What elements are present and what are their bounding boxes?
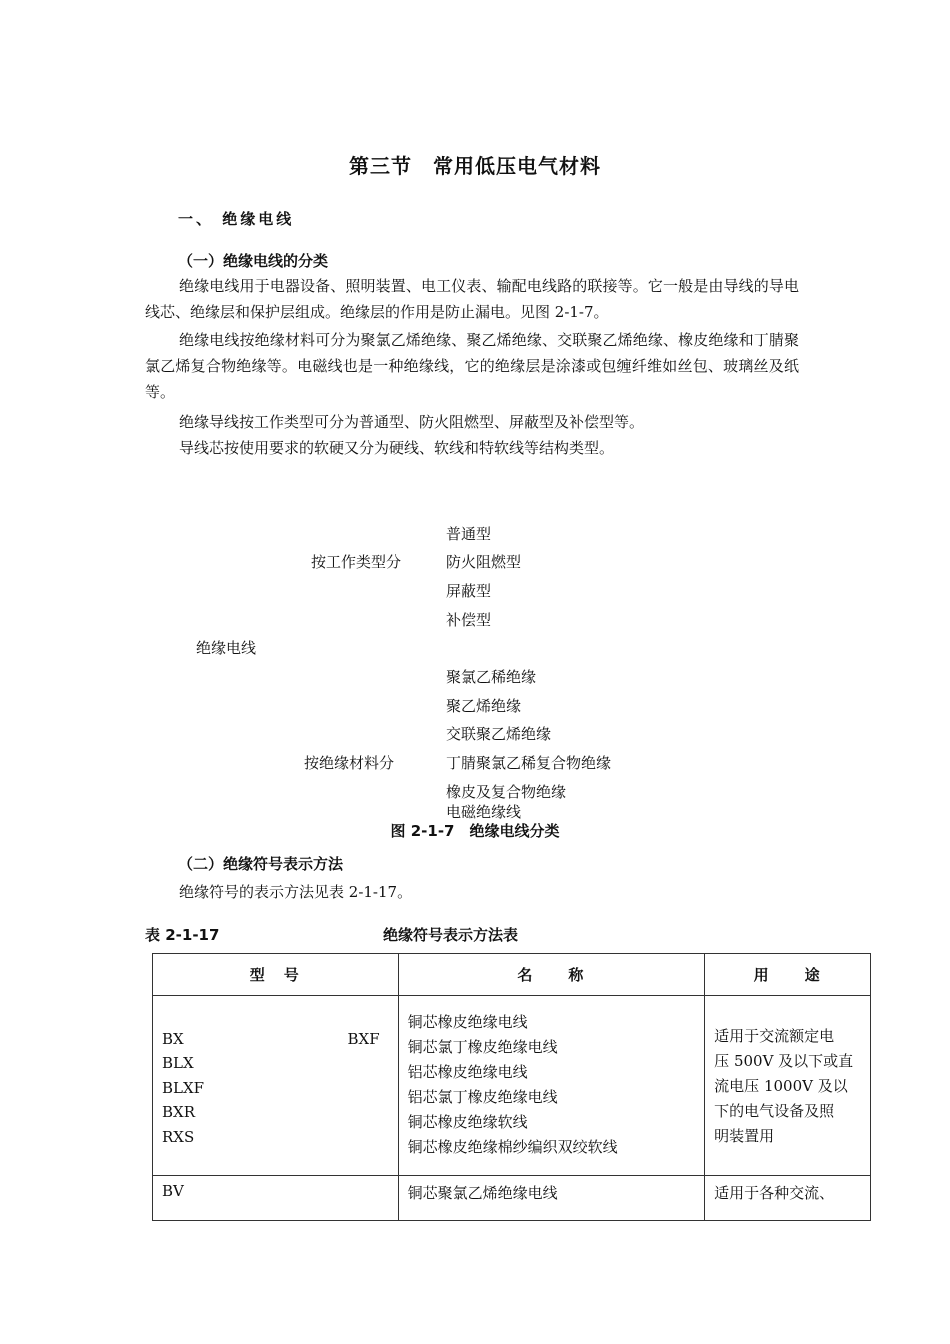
diagram-leaf: 防火阻燃型	[446, 553, 522, 571]
model-code: BV	[162, 1182, 184, 1200]
model-cell	[153, 996, 399, 1176]
diagram-leaf: 交联聚乙烯绝缘	[446, 725, 552, 743]
model-code: BXF	[347, 1030, 380, 1048]
model-code: RXS	[162, 1128, 195, 1146]
paragraph: 绝缘电线按绝缘材料可分为聚氯乙烯绝缘、聚乙烯绝缘、交联聚乙烯绝缘、橡皮绝缘和丁腈聚氯乙烯复合物绝缘等。电磁线也是一种绝缘线，它的绝缘层是涂漆或包缠纤维如丝包、玻璃丝及纸等。	[145, 331, 799, 401]
name-cell	[398, 1176, 705, 1221]
name-line: 铜芯橡皮绝缘软线	[407, 1113, 528, 1131]
table-row	[153, 996, 871, 1176]
usage-line: 明装置用	[714, 1127, 775, 1145]
name-line: 铜芯橡皮绝缘电线	[407, 1013, 528, 1031]
table-row	[153, 1176, 871, 1221]
subsection-heading: （二）绝缘符号表示方法	[178, 855, 344, 873]
figure-caption: 图 2-1-7 绝缘电线分类	[390, 822, 560, 840]
name-line: 铝芯橡皮绝缘电线	[407, 1063, 528, 1081]
model-code: BLXF	[162, 1079, 205, 1097]
diagram-leaf: 补偿型	[446, 611, 492, 629]
table-title: 绝缘符号表示方法表	[383, 926, 519, 944]
usage-line: 压 500V 及以下或直	[714, 1052, 854, 1070]
diagram-leaf: 聚氯乙稀绝缘	[446, 668, 537, 686]
table-label: 表 2-1-17	[145, 926, 220, 944]
usage-cell	[705, 1176, 871, 1221]
name-line: 铝芯氯丁橡皮绝缘电线	[407, 1088, 558, 1106]
name-cell	[398, 996, 705, 1176]
header-usage: 用 途	[705, 954, 871, 996]
name-line: 铜芯聚氯乙烯绝缘电线	[407, 1184, 558, 1202]
table-header-row	[153, 954, 871, 996]
section-heading: 一、 绝缘电线	[178, 210, 295, 228]
usage-line: 适用于交流额定电	[714, 1027, 835, 1045]
subsection-heading: （一）绝缘电线的分类	[178, 252, 329, 270]
header-name: 名 称	[398, 954, 705, 996]
name-line: 铜芯橡皮绝缘棉纱编织双绞软线	[407, 1138, 618, 1156]
usage-line: 流电压 1000V 及以	[714, 1077, 848, 1095]
symbol-table	[152, 953, 871, 1221]
model-cell	[153, 1176, 399, 1221]
diagram-root: 绝缘电线	[196, 639, 257, 657]
diagram-leaf: 屏蔽型	[446, 582, 492, 600]
diagram-leaf: 聚乙烯绝缘	[446, 697, 522, 715]
page-title: 第三节 常用低压电气材料	[349, 154, 601, 178]
diagram-leaf: 电磁绝缘线	[446, 803, 522, 821]
paragraph: 绝缘符号的表示方法见表 2-1-17。	[179, 883, 413, 901]
usage-line: 适用于各种交流、	[714, 1184, 835, 1202]
diagram-branch-material: 按绝缘材料分	[304, 754, 395, 772]
model-code: BX	[162, 1030, 184, 1048]
usage-line: 下的电气设备及照	[714, 1102, 835, 1120]
diagram-leaf: 丁腈聚氯乙稀复合物绝缘	[446, 754, 612, 772]
diagram-leaf: 普通型	[446, 525, 492, 543]
model-code: BLX	[162, 1054, 194, 1072]
paragraph: 导线芯按使用要求的软硬又分为硬线、软线和特软线等结构类型。	[179, 439, 615, 457]
name-line: 铜芯氯丁橡皮绝缘电线	[407, 1038, 558, 1056]
header-model: 型 号	[153, 954, 399, 996]
diagram-leaf: 橡皮及复合物绝缘	[446, 783, 567, 801]
diagram-branch-work-type: 按工作类型分	[311, 553, 402, 571]
usage-cell	[705, 996, 871, 1176]
paragraph: 绝缘电线用于电器设备、照明装置、电工仪表、输配电线路的联接等。它一般是由导线的导电线芯、绝缘层和保护层组成。绝缘层的作用是防止漏电。见图 2-1-7。	[145, 277, 799, 321]
paragraph: 绝缘导线按工作类型可分为普通型、防火阻燃型、屏蔽型及补偿型等。	[179, 413, 645, 431]
model-code: BXR	[162, 1103, 195, 1121]
